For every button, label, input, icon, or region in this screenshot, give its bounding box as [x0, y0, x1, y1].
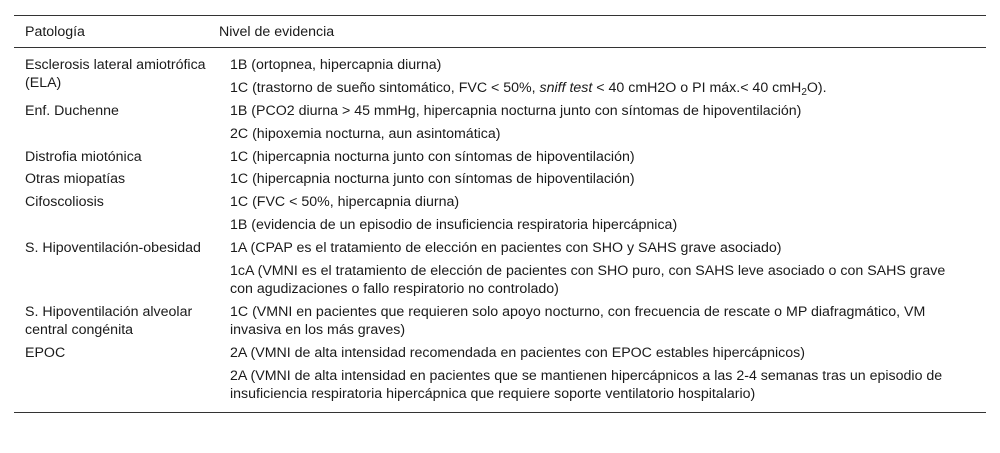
evidence-italic-term: sniff test — [539, 79, 593, 96]
patologia-cell: Distrofia miotónica — [25, 148, 142, 165]
evidence-level: 1B (evidencia de un episodio de insuficiencia respiratoria hipercápnica) — [230, 217, 678, 234]
evidence-level: 1C (hipercapnia nocturna junto con síntomas de hipoventilación) — [230, 171, 635, 188]
evidence-level: 1cA (VMNI es el tratamiento de elección de pacientes con SHO puro, con SAHS leve asociado o con SAHS grave con agudizaciones o fallo respiratorio no controlado) — [230, 263, 946, 298]
patologia-cell: EPOC — [25, 344, 66, 361]
table-bottom-rule — [14, 412, 986, 413]
patologia-cell: S. Hipoventilación alveolar central congénita — [25, 303, 193, 338]
patologia-cell: Otras miopatías — [25, 171, 126, 188]
table-row — [14, 191, 986, 237]
evidence-level: 1C (VMNI en pacientes que requieren solo apoyo nocturno, con frecuencia de rescate o MP diafragmático, VM invasiva en los más graves) — [230, 303, 926, 338]
evidence-level: 1A (CPAP es el tratamiento de elección en pacientes con SHO y SAHS grave asociado) — [230, 240, 782, 257]
patologia-cell: Cifoscoliosis — [25, 194, 104, 211]
patologia-cell: Enf. Duchenne — [25, 102, 119, 119]
evidence-level: 1C (FVC < 50%, hipercapnia diurna) — [230, 194, 460, 211]
patologia-cell: S. Hipoventilación-obesidad — [25, 240, 201, 257]
evidence-level: 1B (ortopnea, hipercapnia diurna) — [230, 57, 442, 73]
evidence-level: 2A (VMNI de alta intensidad recomendada en pacientes con EPOC estables hipercápnicos) — [230, 344, 805, 361]
patologia-cell: Esclerosis lateral amiotrófica (ELA) — [25, 57, 206, 91]
table-row — [14, 342, 986, 406]
table-row — [14, 54, 986, 100]
evidence-level: 2A (VMNI de alta intensidad en pacientes que se mantienen hipercápnicos a las 2-4 semanas tras un episodio de insuficiencia respiratoria hipercápnica que requiere soporte ventilatorio hospitalario) — [230, 367, 943, 402]
evidence-subscript: 2 — [801, 86, 807, 98]
evidence-level — [230, 77, 986, 100]
evidence-level: 1C (hipercapnia nocturna junto con síntomas de hipoventilación) — [230, 148, 635, 165]
table-row — [14, 168, 986, 191]
table-header — [14, 16, 986, 47]
table-row — [14, 237, 986, 301]
evidence-text: 1C (trastorno de sueño sintomático, FVC < 50%, — [230, 79, 540, 96]
evidence-level: 1B (PCO2 diurna > 45 mmHg, hipercapnia nocturna junto con síntomas de hipoventilación) — [230, 102, 802, 119]
header-nivel-evidencia: Nivel de evidencia — [219, 24, 335, 40]
evidence-level: 2C (hipoxemia nocturna, aun asintomática) — [230, 125, 501, 142]
evidence-text: < 40 cmH2O o PI máx.< 40 cmH — [592, 79, 802, 96]
evidence-table — [14, 15, 986, 413]
table-row — [14, 100, 986, 146]
table-body — [14, 48, 986, 412]
header-patologia: Patología — [25, 24, 85, 40]
evidence-text: O). — [806, 79, 827, 96]
table-row — [14, 301, 986, 342]
table-row — [14, 146, 986, 169]
